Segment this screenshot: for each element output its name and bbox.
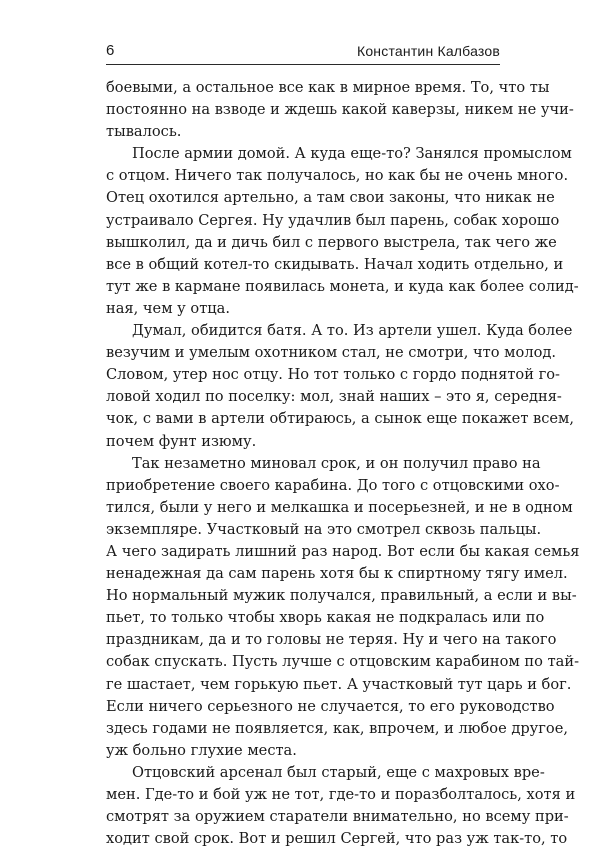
text-line: Думал, обидится батя. А то. Из артели ушел. Куда более [132,322,573,340]
text-line: постоянно на взводе и ждешь какой каверзы, никем не учи- [106,101,574,119]
paragraph [106,143,579,320]
text-line: экземпляре. Участковый на это смотрел сквозь пальцы. [106,520,542,538]
text-line: с отцом. Ничего так получалось, но как бы не очень много. [106,167,569,185]
text-line: приобретение своего карабина. До того с отцовскими охо- [106,476,560,494]
text-line: Но нормальный мужик получался, правильный, а если и вы- [106,587,577,605]
text-line: Если ничего серьезного не случается, то его руководство [106,697,555,715]
text-line: ловой ходил по поселку: мол, знай наших – это я, середня- [106,388,562,406]
text-line: смотрят за оружием старатели внимательно, но всему при- [106,808,569,826]
text-line: почем фунт изюму. [106,432,257,450]
text-line: Отцовский арсенал был старый, еще с махровых вре- [132,763,545,781]
text-line: боевыми, а остальное все как в мирное время. То, что ты [106,79,550,96]
text-line: уж больно глухие места. [106,741,297,759]
text-line: тывалось. [106,123,182,141]
text-line: ге шастает, чем горькую пьет. А участковый тут царь и бог. [106,675,572,693]
text-line: здесь годами не появляется, как, впрочем, и любое другое, [106,719,568,737]
text-line: чок, с вами в артели обтираюсь, а сынок еще покажет всем, [106,410,575,428]
text-line: ная, чем у отца. [106,299,230,317]
paragraph [106,453,580,762]
text-line: ходит свой срок. Вот и решил Сергей, что раз уж так-то, то [106,830,568,848]
text-line: праздникам, да и то головы не теряя. Ну и чего на такого [106,631,557,649]
text-line: мен. Где-то и бой уж не тот, где-то и поразболталось, хотя и [106,786,576,803]
text-line: Так незаметно миновал срок, и он получил право на [132,454,541,472]
text-line: ненадежная да сам парень хотя бы к спиртному тягу имел. [106,565,568,583]
text-line: все в общий котел-то скидывать. Начал ходить отдельно, и [106,255,564,273]
paragraph [106,320,575,453]
text-line: тился, были у него и мелкашка и посерьезней, и не в одном [106,498,573,516]
text-line: После армии домой. А куда еще-то? Занялся промыслом [132,145,572,163]
text-line: везучим и умелым охотником стал, не смотри, что молод. [106,344,557,362]
text-line: А чего задирать лишний раз народ. Вот если бы какая семья [106,542,580,560]
text-line: Отец охотился артельно, а там свои законы, что никак не [106,189,555,207]
running-head-author: Константин Калбазов [356,43,500,59]
paragraph [106,77,574,143]
body-text [106,77,580,850]
text-line: устраивало Сергея. Ну удачлив был парень, собак хорошо [106,211,560,229]
page-number: 6 [106,42,115,59]
text-line: вышколил, да и дичь бил с первого выстрела, так чего же [106,233,557,251]
text-line: собак спускать. Пусть лучше с отцовским карабином по тай- [106,653,580,671]
text-line: тут же в кармане появилась монета, и куда как более солид- [106,277,579,295]
paragraph [106,762,576,850]
text-line: Словом, утер нос отцу. Но тот только с гордо поднятой го- [106,366,560,384]
text-line: пьет, то только чтобы хворь какая не подкралась или по [106,609,545,627]
page-header [106,38,500,65]
